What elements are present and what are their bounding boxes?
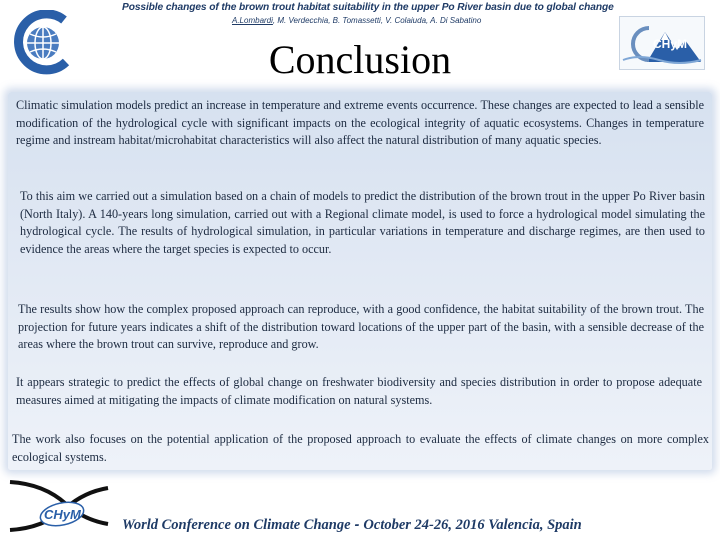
paragraph-3: The results show how the complex proposed approach can reproduce, with a good confidence, the habitat suitability of the brown trout. The projection for future years indicates a shift of the distribution toward locations of the upper part of the basin, with a sensible decrease of the areas where the brown trout can survive, reproduce and grow. [18, 302, 704, 352]
footer-conference [122, 517, 582, 534]
paragraph-1: Climatic simulation models predict an increase in temperature and extreme events occurrence. These changes are expected to lead a sensible modification of the hydrological cycle with significant impacts on the ecological integrity of aquatic ecosystems. Changes in temperature regime and instream habitat/microhabitat characteristics will also affect the natural distribution of many aquatic species. [16, 98, 704, 148]
footer-separator: - [350, 517, 364, 533]
conference-date-place: October 24-26, 2016 Valencia, Spain [363, 517, 582, 533]
footer-logo-text: CHyM [44, 507, 81, 522]
paragraph-5: The work also focuses on the potential application of the proposed approach to evaluate the effects of climate changes on more complex ecological systems. [12, 432, 709, 464]
first-author: A.Lombardi [232, 16, 273, 25]
header-authors [232, 16, 481, 25]
slide-title: Conclusion [268, 37, 452, 82]
paragraph-4: It appears strategic to predict the effects of global change on freshwater biodiversity and species distribution in order to propose adequate measures aimed at mitigating the impacts of climate modification on natural systems. [16, 375, 702, 407]
paragraph-2: To this aim we carried out a simulation based on a chain of models to predict the distribution of the brown trout in the upper Po River basin (North Italy). A 140-years long simulation, carried out with a Regional climate model, is used to force a hydrological model simulating the hydrological cycle. The results of hydrological simulation, in particular variations in temperature and discharge regimes, are then used to evidence the areas where the target species is expected to occur. [20, 189, 705, 256]
conference-name: World Conference on Climate Change [122, 517, 351, 533]
right-logo-text: CHyM [653, 37, 688, 51]
header-title: Possible changes of the brown trout habitat suitability in the upper Po River basin due to global change [122, 2, 614, 13]
chym-fish-logo-icon [4, 474, 114, 536]
other-authors: , M. Verdecchia, B. Tomassetti, V. Colaiuda, A. Di Sabatino [272, 16, 482, 25]
